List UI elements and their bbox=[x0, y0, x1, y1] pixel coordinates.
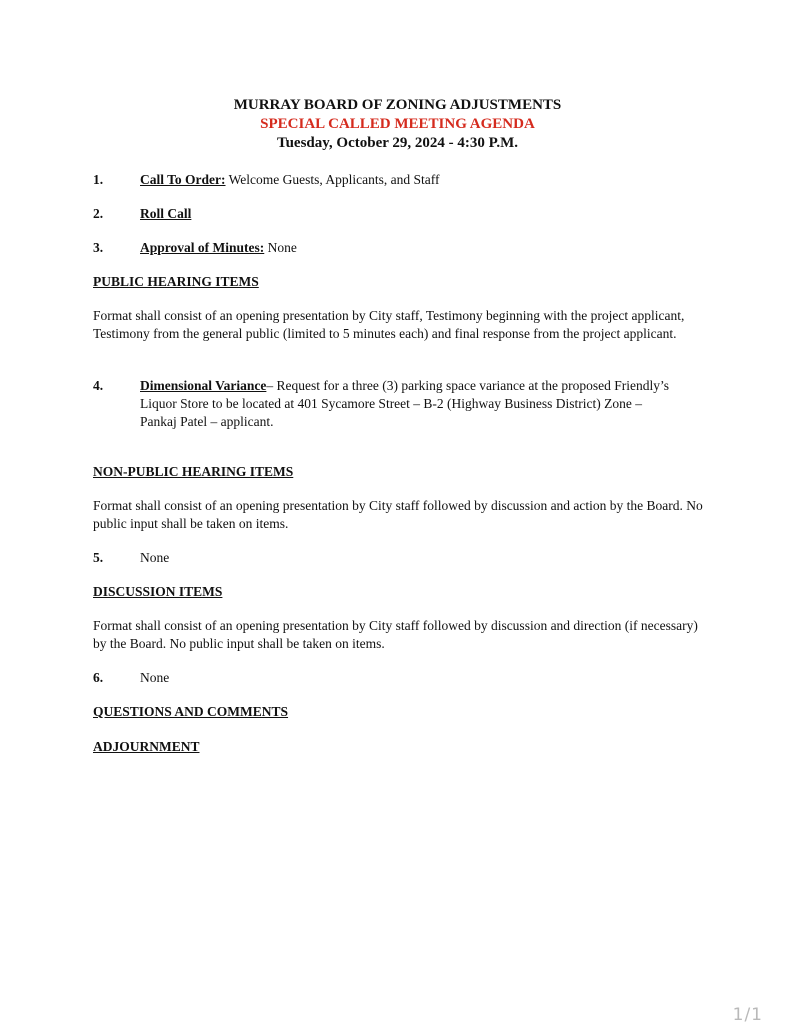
item-3-number: 3. bbox=[93, 240, 104, 255]
item-4-label: Dimensional Variance bbox=[140, 378, 267, 393]
item-1 bbox=[140, 171, 440, 189]
item-6-number: 6. bbox=[93, 670, 104, 685]
meeting-type-title: SPECIAL CALLED MEETING AGENDA bbox=[260, 116, 535, 132]
public-hearing-format: Format shall consist of an opening presentation by City staff, Testimony beginning with the project applicant, Testimony from the general public (limited to 5 minutes each) and final response from the project applicant. bbox=[93, 308, 685, 341]
item-1-text: Welcome Guests, Applicants, and Staff bbox=[225, 172, 440, 187]
item-4-number: 4. bbox=[93, 378, 104, 393]
non-public-hearing-format: Format shall consist of an opening presentation by City staff followed by discussion and action by the Board. No public input shall be taken on items. bbox=[93, 498, 703, 531]
meeting-date-time: Tuesday, October 29, 2024 - 4:30 P.M. bbox=[276, 135, 519, 151]
discussion-heading: DISCUSSION ITEMS bbox=[93, 584, 223, 599]
item-2 bbox=[140, 205, 191, 223]
discussion-format: Format shall consist of an opening presentation by City staff followed by discussion and direction (if necessary) by the Board. No public input shall be taken on items. bbox=[93, 618, 698, 651]
page-indicator: 1/1 bbox=[732, 1005, 763, 1025]
item-4-text: – Request for a three (3) parking space variance at the proposed Friendly’s Liquor Store to be located at 401 Sycamore Street – B-2 (Highway Business District) Zone – Pankaj Patel – applicant. bbox=[140, 378, 669, 429]
item-5-text: None bbox=[140, 550, 170, 565]
board-title: MURRAY BOARD OF ZONING ADJUSTMENTS bbox=[233, 97, 562, 113]
item-5-number: 5. bbox=[93, 550, 104, 565]
item-1-label: Call To Order: bbox=[140, 172, 226, 187]
item-6-text: None bbox=[140, 670, 170, 685]
item-3-label: Approval of Minutes: bbox=[140, 240, 265, 255]
item-3-text: None bbox=[264, 240, 297, 255]
item-2-label: Roll Call bbox=[140, 206, 192, 221]
item-2-number: 2. bbox=[93, 206, 104, 221]
non-public-hearing-heading: NON-PUBLIC HEARING ITEMS bbox=[93, 464, 294, 479]
item-4 bbox=[140, 377, 680, 431]
adjournment-heading: ADJOURNMENT bbox=[93, 739, 200, 754]
item-3 bbox=[140, 239, 297, 257]
item-1-number: 1. bbox=[93, 172, 104, 187]
questions-heading: QUESTIONS AND COMMENTS bbox=[93, 704, 289, 719]
public-hearing-heading: PUBLIC HEARING ITEMS bbox=[93, 274, 259, 289]
